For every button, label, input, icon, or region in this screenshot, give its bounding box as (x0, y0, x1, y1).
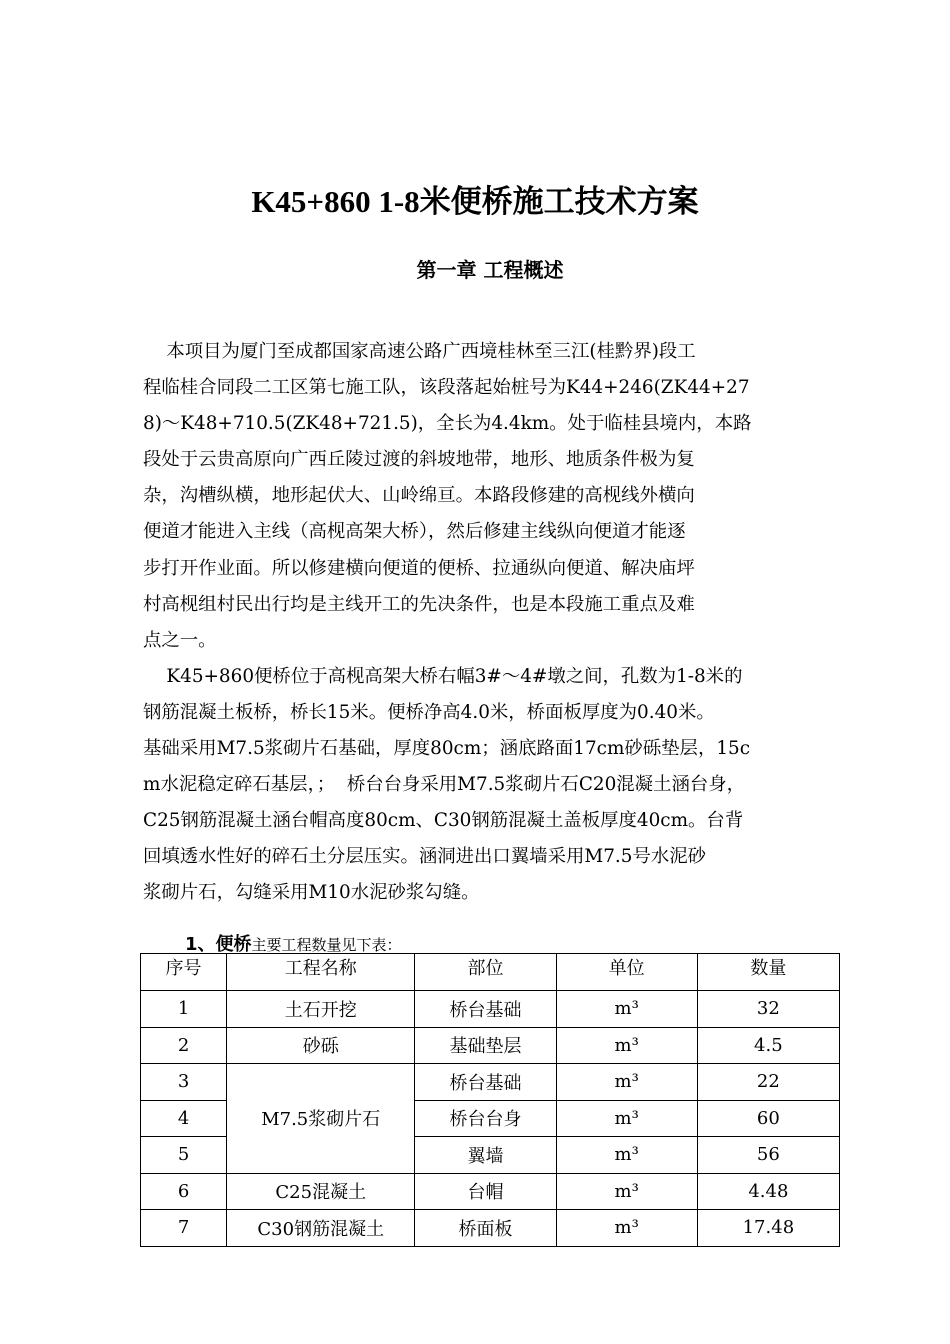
paragraph-line: 点之一。 (143, 629, 217, 651)
table-caption-lead: 1、便桥 (185, 934, 252, 955)
cell-name: 砂砾 (227, 1027, 415, 1064)
cell-no: 3 (141, 1064, 227, 1101)
table-row (141, 1027, 840, 1064)
cell-qty: 60 (697, 1100, 839, 1137)
paragraph-line: 本项目为厦门至成都国家高速公路广西境桂林至三江(桂黔界)段工 (143, 341, 696, 362)
body-text (143, 334, 843, 912)
cell-no: 6 (141, 1173, 227, 1210)
cell-qty: 56 (697, 1137, 839, 1174)
paragraph-line: C25钢筋混凝土涵台帽高度80cm、C30钢筋混凝土盖板厚度40cm。台背 (143, 810, 744, 832)
quantity-table (140, 953, 840, 1247)
cell-name: C30钢筋混凝土 (227, 1210, 415, 1247)
paragraph-line: 便道才能进入主线（高枧高架大桥），然后修建主线纵向便道才能逐 (143, 521, 686, 543)
cell-part: 翼墙 (415, 1137, 556, 1174)
document-title: K45+860 1-8米便桥施工技术方案 (251, 184, 699, 219)
column-header: 部位 (415, 954, 556, 991)
cell-unit: m³ (556, 1137, 697, 1174)
paragraph-line: 浆砌片石，勾缝采用M10水泥砂浆勾缝。 (143, 882, 480, 904)
cell-part: 桥面板 (415, 1210, 556, 1247)
paragraph-overview (143, 334, 843, 659)
paragraph-line: K45+860便桥位于高枧高架大桥右幅3#～4#墩之间，孔数为1-8米的 (143, 665, 743, 687)
paragraph-line: 程临桂合同段二工区第七施工队，该段落起始桩号为K44+246(ZK44+27 (143, 377, 750, 399)
cell-unit: m³ (556, 1210, 697, 1247)
chapter-heading: 第一章 工程概述 (416, 258, 564, 282)
cell-no: 2 (141, 1027, 227, 1064)
cell-qty: 17.48 (697, 1210, 839, 1247)
cell-part: 桥台台身 (415, 1100, 556, 1137)
cell-qty: 32 (697, 991, 839, 1028)
cell-qty: 4.5 (697, 1027, 839, 1064)
cell-unit: m³ (556, 1027, 697, 1064)
cell-no: 7 (141, 1210, 227, 1247)
cell-unit: m³ (556, 1100, 697, 1137)
cell-unit: m³ (556, 1173, 697, 1210)
table-row (141, 1210, 840, 1247)
paragraph-line: 段处于云贵高原向广西丘陵过渡的斜坡地带，地形、地质条件极为复 (143, 449, 695, 471)
paragraph-line: 8)～K48+710.5(ZK48+721.5)，全长为4.4km。处于临桂县境内，本路 (143, 413, 752, 435)
paragraph-line: 步打开作业面。所以修建横向便道的便桥、拉通纵向便道、解决庙坪 (143, 557, 695, 579)
cell-no: 5 (141, 1137, 227, 1174)
cell-part: 桥台基础 (415, 991, 556, 1028)
table-row (141, 991, 840, 1028)
cell-qty: 4.48 (697, 1173, 839, 1210)
paragraph-bridge-description (143, 659, 843, 912)
cell-qty: 22 (697, 1064, 839, 1101)
table-caption-text: 主要工程数量见下表： (251, 936, 402, 954)
cell-name: 土石开挖 (227, 991, 415, 1028)
paragraph-line: 村高枧组村民出行均是主线开工的先决条件，也是本段施工重点及难 (143, 593, 695, 615)
table-row (141, 1173, 840, 1210)
cell-part: 台帽 (415, 1173, 556, 1210)
table-row (141, 1064, 840, 1101)
column-header: 工程名称 (227, 954, 415, 991)
paragraph-line: m水泥稳定碎石基层，； 桥台台身采用M7.5浆砌片石C20混凝土涵台身， (143, 774, 746, 796)
cell-unit: m³ (556, 991, 697, 1028)
paragraph-line: 杂，沟槽纵横，地形起伏大、山岭绵亘。本路段修建的高枧线外横向 (143, 485, 695, 507)
cell-no: 1 (141, 991, 227, 1028)
cell-part: 桥台基础 (415, 1064, 556, 1101)
cell-name-merged: M7.5浆砌片石 (227, 1064, 415, 1174)
paragraph-line: 钢筋混凝土板桥，桥长15米。便桥净高4.0米，桥面板厚度为0.40米。 (143, 701, 715, 723)
paragraph-line: 回填透水性好的碎石土分层压实。涵洞进出口翼墙采用M7.5号水泥砂 (143, 846, 707, 868)
column-header: 序号 (141, 954, 227, 991)
cell-name: C25混凝土 (227, 1173, 415, 1210)
cell-unit: m³ (556, 1064, 697, 1101)
column-header: 单位 (556, 954, 697, 991)
cell-no: 4 (141, 1100, 227, 1137)
column-header: 数量 (697, 954, 839, 991)
table-header-row (141, 954, 840, 991)
cell-part: 基础垫层 (415, 1027, 556, 1064)
paragraph-line: 基础采用M7.5浆砌片石基础，厚度80cm；涵底路面17cm砂砾垫层，15c (143, 738, 751, 760)
